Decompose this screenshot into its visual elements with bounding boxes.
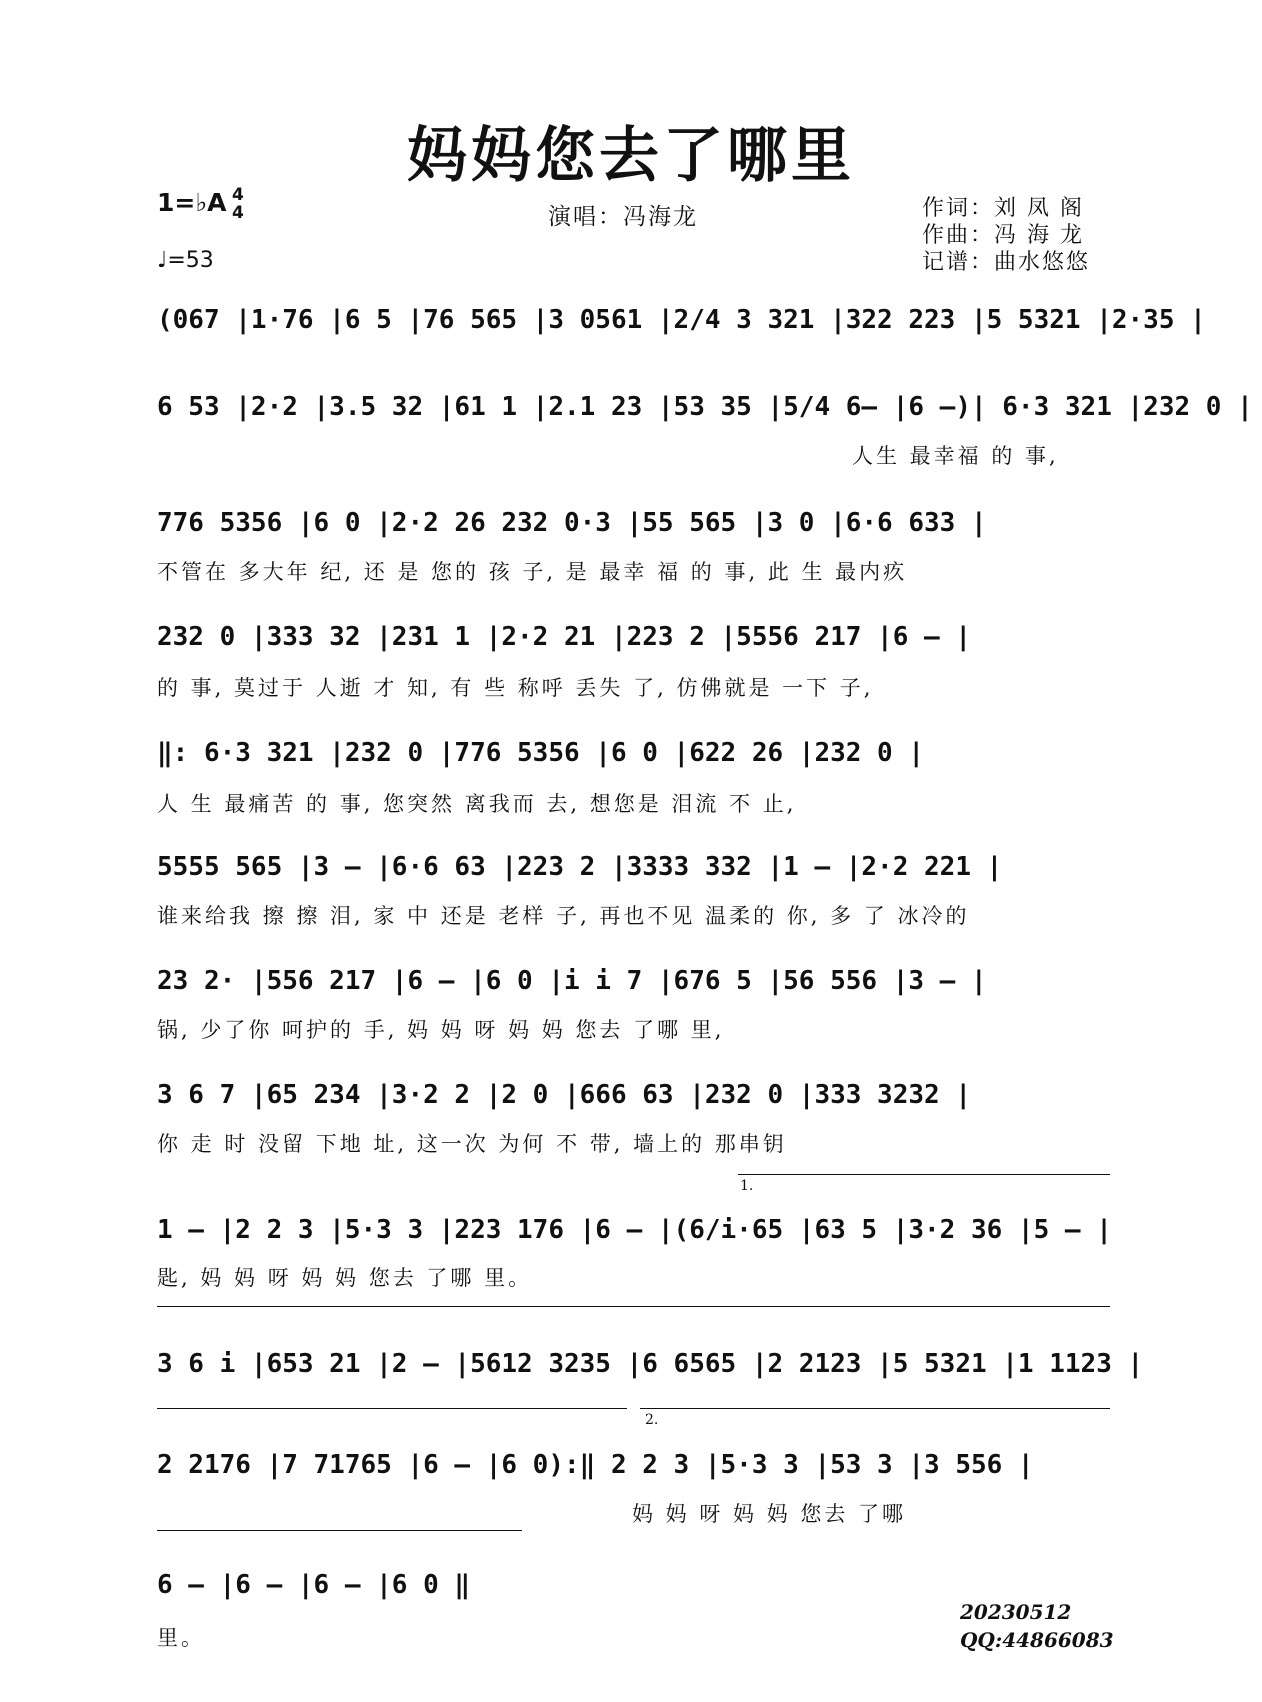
lyric-line-5: 人 生 最痛苦 的 事, 您突然 离我而 去, 想您是 泪流 不 止, bbox=[157, 792, 797, 816]
score-line-9: 1 – |2 2 3 |5·3 3 |223 176 |6 – |(6/i·65 |63 5 |3·2 36 |5 – | bbox=[157, 1215, 1112, 1245]
lyric-line-12: 里。 bbox=[157, 1626, 205, 1650]
meter-top: 4 bbox=[232, 185, 244, 205]
composer-credit: 作曲：冯 海 龙 bbox=[922, 223, 1084, 248]
score-line-5: ‖: 6·3 321 |232 0 |776 5356 |6 0 |622 26 |232 0 | bbox=[157, 738, 925, 768]
lyric-line-8: 你 走 时 没留 下地 址, 这一次 为何 不 带, 墙上的 那串钥 bbox=[157, 1132, 787, 1156]
score-line-7: 23 2· |556 217 |6 – |6 0 |i i 7 |676 5 |56 556 |3 – | bbox=[157, 966, 987, 996]
key-signature: 1=♭A bbox=[157, 188, 227, 217]
credits-block bbox=[922, 195, 1090, 276]
date-stamp: 20230512 bbox=[960, 1600, 1072, 1624]
lyric-line-7: 锅, 少了你 呵护的 手, 妈 妈 呀 妈 妈 您去 了哪 里, bbox=[157, 1018, 725, 1042]
lyric-line-6: 谁来给我 擦 擦 泪, 家 中 还是 老样 子, 再也不见 温柔的 你, 多 了 冰冷的 bbox=[157, 904, 970, 928]
lyric-line-9: 匙, 妈 妈 呀 妈 妈 您去 了哪 里。 bbox=[157, 1266, 533, 1290]
score-line-6: 5555 565 |3 – |6·6 63 |223 2 |3333 332 |1 – |2·2 221 | bbox=[157, 852, 1003, 882]
time-signature bbox=[232, 186, 244, 222]
score-line-2: 6 53 |2·2 |3.5 32 |61 1 |2.1 23 |53 35 |5/4 6– |6 –)| 6·3 321 |232 0 | bbox=[157, 392, 1253, 422]
volta-1-label: 1. bbox=[740, 1178, 754, 1194]
score-line-1: (067 |1·76 |6 5 |76 565 |3 0561 |2/4 3 321 |322 223 |5 5321 |2·35 | bbox=[157, 305, 1206, 335]
lyric-line-11: 妈 妈 呀 妈 妈 您去 了哪 bbox=[632, 1502, 907, 1526]
lyric-line-3: 不管在 多大年 纪, 还 是 您的 孩 子, 是 最幸 福 的 事, 此 生 最内疚 bbox=[157, 560, 908, 584]
score-line-4: 232 0 |333 32 |231 1 |2·2 21 |223 2 |5556 217 |6 – | bbox=[157, 622, 971, 652]
lyric-line-2: 人生 最幸福 的 事, bbox=[852, 444, 1059, 468]
meter-bottom: 4 bbox=[232, 203, 244, 223]
score-line-12: 6 – |6 – |6 – |6 0 ‖ bbox=[157, 1570, 471, 1600]
lyricist-credit: 作词：刘 凤 阁 bbox=[922, 196, 1084, 221]
volta-2-bracket bbox=[640, 1408, 1110, 1409]
qq-stamp: QQ:44866083 bbox=[960, 1628, 1114, 1652]
tempo-marking: ♩=53 bbox=[157, 248, 214, 273]
volta-2-label: 2. bbox=[645, 1412, 659, 1428]
score-line-8: 3 6 7 |65 234 |3·2 2 |2 0 |666 63 |232 0 |333 3232 | bbox=[157, 1080, 971, 1110]
score-line-10: 3 6 i |653 21 |2 – |5612 3235 |6 6565 |2 2123 |5 5321 |1 1123 | bbox=[157, 1349, 1144, 1379]
volta-2-continuation bbox=[157, 1530, 522, 1531]
singer-credit: 演唱：冯海龙 bbox=[548, 204, 698, 230]
volta-1-continuation bbox=[157, 1306, 1110, 1307]
lyric-line-4: 的 事, 莫过于 人逝 才 知, 有 些 称呼 丢失 了, 仿佛就是 一下 子, bbox=[157, 676, 874, 700]
volta-1-end-bracket bbox=[157, 1408, 627, 1409]
transcriber-credit: 记谱：曲水悠悠 bbox=[922, 250, 1091, 275]
volta-1-bracket bbox=[738, 1174, 1110, 1175]
page-title: 妈妈您去了哪里 bbox=[407, 121, 855, 191]
score-line-3: 776 5356 |6 0 |2·2 26 232 0·3 |55 565 |3 0 |6·6 633 | bbox=[157, 508, 987, 538]
score-line-11: 2 2176 |7 71765 |6 – |6 0):‖ 2 2 3 |5·3 3 |53 3 |3 556 | bbox=[157, 1450, 1034, 1480]
